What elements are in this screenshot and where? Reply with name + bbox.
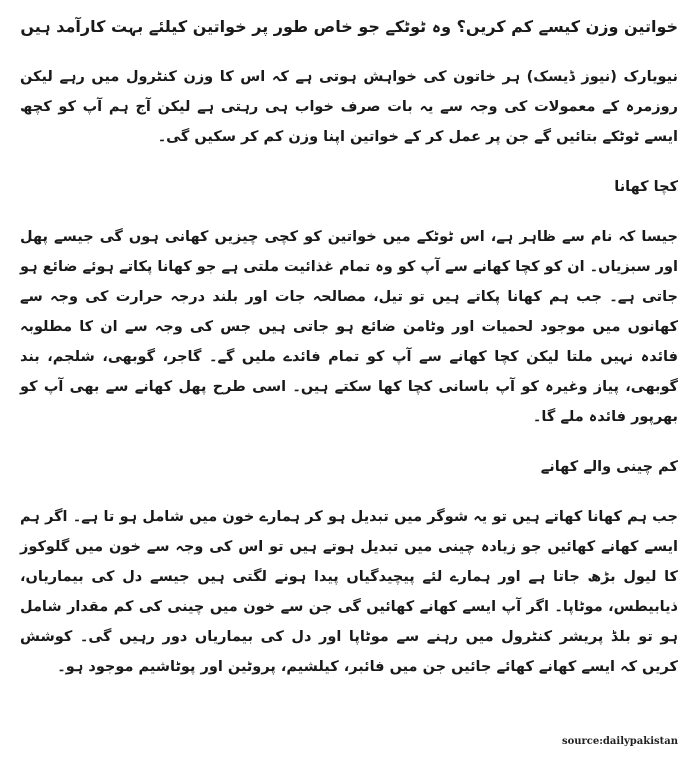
- section-heading-raw-food: کچا کھانا: [614, 179, 678, 195]
- article-title: خواتین وزن کیسے کم کریں؟ وہ ٹوٹکے جو خاص طور پر خواتین کیلئے بہت کارآمد ہیں: [20, 17, 678, 36]
- article: [20, 14, 678, 704]
- section-body-low-sugar: جب ہم کھانا کھاتے ہیں تو یہ شوگر میں تبدیل ہو کر ہمارے خون میں شامل ہو تا ہے۔ اگر ہم ایسے کھانے کھائیں جو زیادہ چینی میں تبدیل ہوتے ہیں تو اس کی وجہ سے خون میں گلوکوز کا لیول بڑھ جاتا ہے اور ہمارے لئے پیچیدگیاں پیدا ہونے لگتی ہیں جیسے دل کی بیماریاں، ذیابیطس، موٹاپا۔ اگر آپ ایسے کھانے کھائیں گی جن سے خون میں چینی کی کم مقدار شامل ہو تو بلڈ پریشر کنٹرول میں رہنے سے موٹاپا اور دل کی بیماریاں دور رہیں گی۔ کوشش کریں کہ ایسے کھانے کھائے جائیں جن میں فائبر، کیلشیم، پروٹین اور پوٹاشیم موجود ہو۔: [20, 509, 678, 675]
- article-intro: نیویارک (نیوز ڈیسک) ہر خاتون کی خواہش ہوتی ہے کہ اس کا وزن کنٹرول میں رہے لیکن روزمرہ کے معمولات کی وجہ سے یہ بات صرف خواب ہی رہتی ہے لیکن آج ہم آپ کو کچھ ایسے ٹوٹکے بتائیں گے جن پر عمل کر کے خواتین اپنا وزن کم کر سکیں گی۔: [20, 69, 678, 145]
- section-body-raw-food: جیسا کہ نام سے ظاہر ہے، اس ٹوٹکے میں خواتین کو کچی چیزیں کھانی ہوں گی جیسے پھل اور سبزیاں۔ ان کو کچا کھانے سے آپ کو وہ تمام غذائیت ملتی ہے جو کھانا پکاتے ہوئے ضائع ہو جاتی ہے۔ جب ہم کھانا پکاتے ہیں تو تیل، مصالحہ جات اور بلند درجہ حرارت کی وجہ سے کھانوں میں موجود لحمیات اور وٹامن ضائع ہو جاتی ہیں جس کی وجہ سے ان کا مطلوبہ فائدہ نہیں ملتا لیکن کچا کھانے سے آپ کو تمام فائدے ملیں گے۔ گاجر، گوبھی، شلجم، بند گوبھی، پیاز وغیرہ کو آپ باسانی کچا کھا سکتے ہیں۔ اسی طرح پھل کھانے سے بھی آپ کو بھرپور فائدہ ملے گا۔: [20, 229, 678, 425]
- source-credit: source:dailypakistan: [561, 736, 678, 747]
- section-heading-low-sugar: کم چینی والے کھانے: [540, 459, 678, 475]
